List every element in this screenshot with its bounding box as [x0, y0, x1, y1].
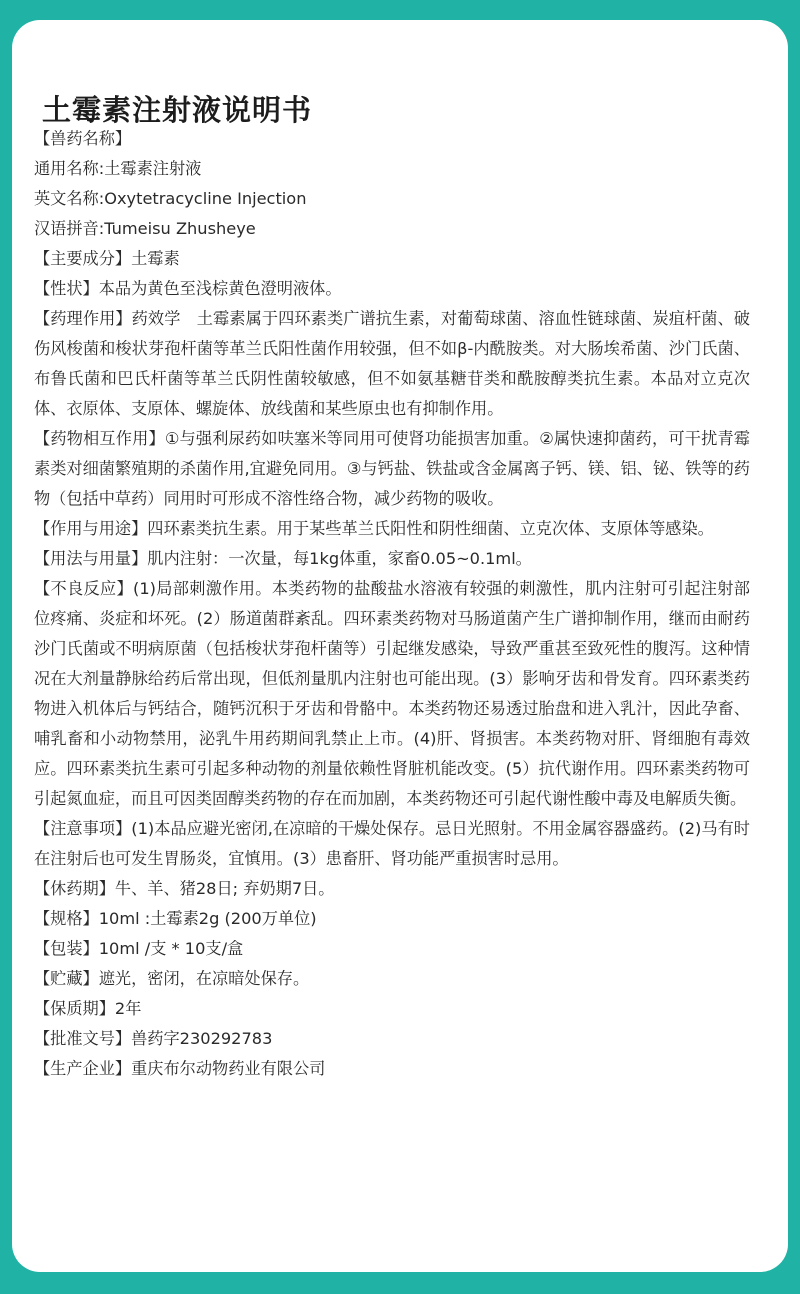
section-indications: 【作用与用途】四环素类抗生素。用于某些革兰氏阳性和阴性细菌、立克次体、支原体等感染。 — [34, 519, 714, 538]
section-appearance: 【性状】本品为黄色至浅棕黄色澄明液体。 — [34, 279, 342, 298]
section-vet-drug-name: 【兽药名称】 — [34, 129, 132, 148]
section-withdrawal-period: 【休药期】牛、羊、猪28日; 弃奶期7日。 — [34, 879, 335, 898]
leaflet-body — [34, 124, 750, 1084]
common-name: 通用名称:土霉素注射液 — [34, 159, 202, 178]
section-storage: 【贮藏】遮光，密闭，在凉暗处保存。 — [34, 969, 310, 988]
section-drug-interactions: 【药物相互作用】①与强利尿药如呋塞米等同用可使肾功能损害加重。②属快速抑菌药，可干扰青霉素类对细菌繁殖期的杀菌作用,宜避免同用。③与钙盐、铁盐或含金属离子钙、镁、铝、铋、铁等的药物（包括中草药）同用时可形成不溶性络合物，减少药物的吸收。 — [34, 429, 750, 508]
section-approval-number: 【批准文号】兽药字230292783 — [34, 1029, 273, 1048]
english-name: 英文名称:Oxytetracycline Injection — [34, 189, 307, 208]
section-adverse-reactions: 【不良反应】(1)局部刺激作用。本类药物的盐酸盐水溶液有较强的刺激性，肌内注射可引起注射部位疼痛、炎症和坏死。(2）肠道菌群紊乱。四环素类药物对马肠道菌产生广谱抑制作用，继而由耐药沙门氏菌或不明病原菌（包括梭状芽孢杆菌等）引起继发感染，导致严重甚至致死性的腹泻。这种情况在大剂量静脉给药后常出现，但低剂量肌内注射也可能出现。(3）影响牙齿和骨发育。四环素类药物进入机体后与钙结合，随钙沉积于牙齿和骨骼中。本类药物还易透过胎盘和进入乳汁，因此孕畜、哺乳畜和小动物禁用，泌乳牛用药期间乳禁止上市。(4)肝、肾损害。本类药物对肝、肾细胞有毒效应。四环素类抗生素可引起多种动物的剂量依赖性肾脏机能改变。(5）抗代谢作用。四环素类药物可引起氮血症，而且可因类固醇类药物的存在而加剧，本类药物还可引起代谢性酸中毒及电解质失衡。 — [34, 579, 750, 808]
section-dosage: 【用法与用量】肌内注射：一次量，每1kg体重，家畜0.05~0.1ml。 — [34, 549, 532, 568]
section-specification: 【规格】10ml :土霉素2g (200万单位) — [34, 909, 317, 928]
pinyin-name: 汉语拼音:Tumeisu Zhusheye — [34, 219, 256, 238]
section-precautions: 【注意事项】(1)本品应避光密闭,在凉暗的干燥处保存。忌日光照射。不用金属容器盛药。(2)马有时在注射后也可发生胃肠炎，宜慎用。(3）患畜肝、肾功能严重损害时忌用。 — [34, 819, 750, 868]
section-package: 【包装】10ml /支 * 10支/盒 — [34, 939, 244, 958]
section-manufacturer: 【生产企业】重庆布尔动物药业有限公司 — [34, 1059, 326, 1078]
section-shelf-life: 【保质期】2年 — [34, 999, 142, 1018]
section-main-ingredient: 【主要成分】土霉素 — [34, 249, 180, 268]
section-pharmacology: 【药理作用】药效学 土霉素属于四环素类广谱抗生素，对葡萄球菌、溶血性链球菌、炭疽杆菌、破伤风梭菌和梭状芽孢杆菌等革兰氏阳性菌作用较强，但不如β-内酰胺类。对大肠埃希菌、沙门氏菌、布鲁氏菌和巴氏杆菌等革兰氏阴性菌较敏感，但不如氨基糖苷类和酰胺醇类抗生素。本品对立克次体、衣原体、支原体、螺旋体、放线菌和某些原虫也有抑制作用。 — [34, 309, 750, 418]
page-title: 土霉素注射液说明书 — [42, 93, 313, 127]
